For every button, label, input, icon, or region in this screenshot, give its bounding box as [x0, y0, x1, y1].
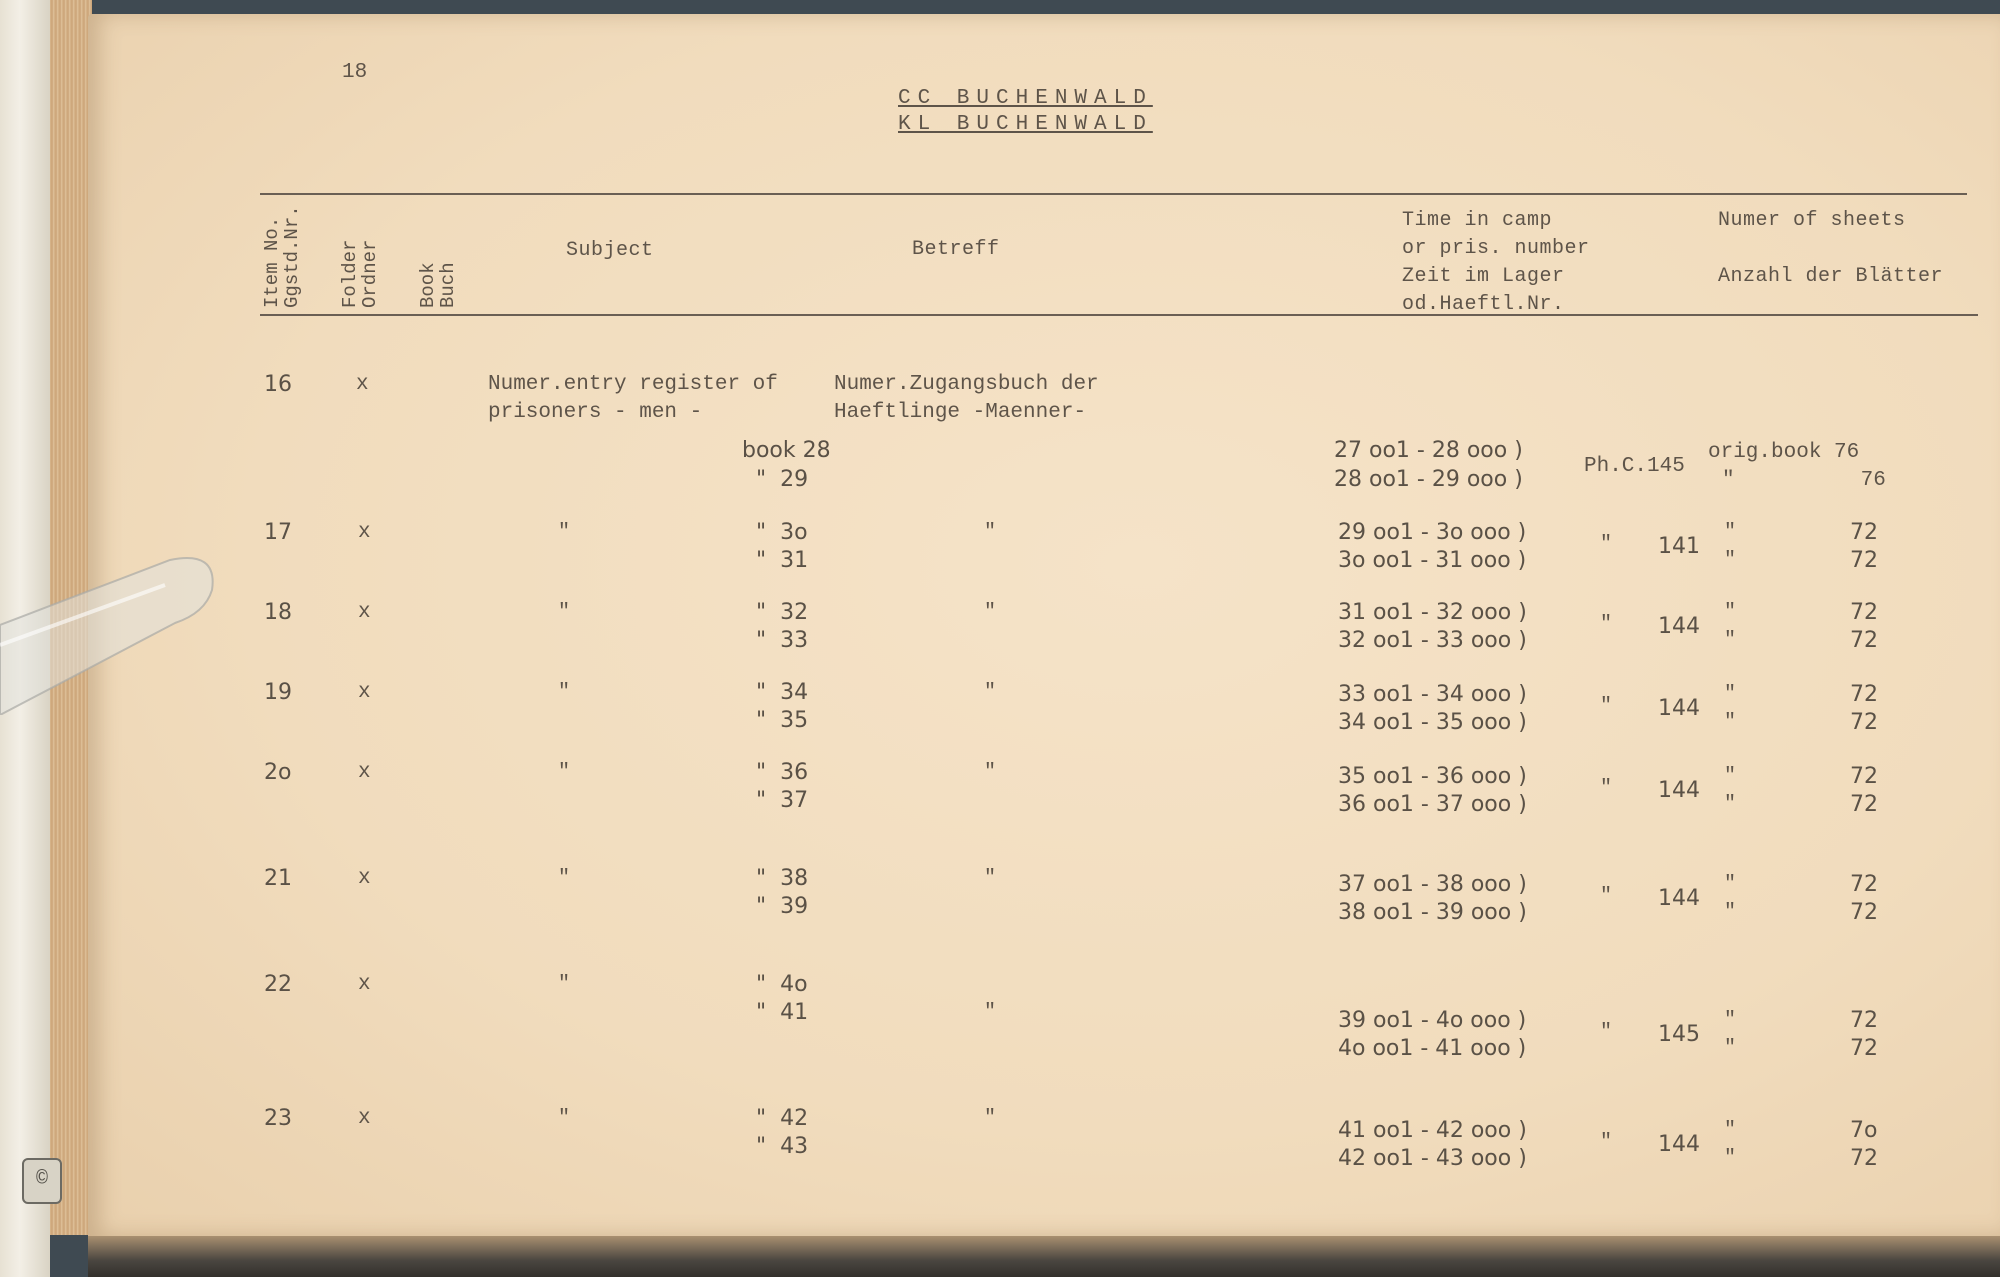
row-21-s2: 72 — [1850, 900, 1878, 925]
row-18-book1: " 32 — [756, 600, 809, 625]
row-19-n2: 34 oo1 - 35 ooo ) — [1338, 710, 1527, 735]
book-bottom-edge — [88, 1236, 2000, 1277]
row-19-pc: 144 — [1658, 696, 1700, 721]
row-2o-pc: 144 — [1658, 778, 1700, 803]
row-23-book2: " 43 — [756, 1134, 809, 1159]
row-2o-betr: " — [984, 761, 997, 784]
row-23-s1: 7o — [1850, 1118, 1878, 1143]
header-time-2: or pris. number — [1402, 237, 1590, 260]
row16-betreff-1: Numer.Zugangsbuch der — [834, 373, 1099, 396]
row-17-s2: 72 — [1850, 548, 1878, 573]
row-22-folder: x — [358, 973, 371, 996]
row-18-s_ditto2: " — [1724, 629, 1737, 652]
row-17-betr: " — [984, 521, 997, 544]
header-sheets-en: Numer of sheets — [1718, 209, 1906, 232]
row-17-s_ditto1: " — [1724, 521, 1737, 544]
row-22-n2: 4o oo1 - 41 ooo ) — [1338, 1036, 1527, 1061]
row16-photo: Ph.C.145 — [1584, 455, 1685, 478]
row-17-pc_ditto: " — [1600, 533, 1613, 556]
row-17-folder: x — [358, 521, 371, 544]
row-17-item: 17 — [264, 520, 292, 545]
header-item-no-de: Ggstd.Nr. — [281, 205, 303, 308]
header-item-no-en: Item No. — [261, 216, 283, 308]
header-betreff: Betreff — [912, 238, 1000, 261]
row-22-s_ditto1: " — [1724, 1009, 1737, 1032]
row-2o-subj: " — [558, 761, 571, 784]
row-22-s1: 72 — [1850, 1008, 1878, 1033]
row-2o-folder: x — [358, 761, 371, 784]
row-19-book1: " 34 — [756, 680, 809, 705]
row-23-n2: 42 oo1 - 43 ooo ) — [1338, 1146, 1527, 1171]
row-18-book2: " 33 — [756, 628, 809, 653]
row16-sheets-1: orig.book 76 — [1708, 441, 1860, 464]
row-2o-book2: " 37 — [756, 788, 809, 813]
row-18-s_ditto1: " — [1724, 601, 1737, 624]
row-17-book2: " 31 — [756, 548, 809, 573]
row-22-book2: " 41 — [756, 1000, 809, 1025]
row-23-s_ditto1: " — [1724, 1119, 1737, 1142]
row-23-subj: " — [558, 1107, 571, 1130]
row-22-pc: 145 — [1658, 1022, 1700, 1047]
row-23-n1: 41 oo1 - 42 ooo ) — [1338, 1118, 1527, 1143]
row-21-folder: x — [358, 867, 371, 890]
row-18-item: 18 — [264, 600, 292, 625]
header-folder — [340, 240, 380, 308]
row-19-betr: " — [984, 681, 997, 704]
row-21-s_ditto2: " — [1724, 901, 1737, 924]
header-top-rule — [260, 193, 1967, 195]
header-subject: Subject — [566, 239, 654, 262]
row-21-book1: " 38 — [756, 866, 809, 891]
row-17-s1: 72 — [1850, 520, 1878, 545]
row-22-s_ditto2: " — [1724, 1037, 1737, 1060]
row-21-s_ditto1: " — [1724, 873, 1737, 896]
row-21-betr: " — [984, 867, 997, 890]
row-19-s2: 72 — [1850, 710, 1878, 735]
header-folder-en: Folder — [339, 239, 361, 308]
row-18-pc: 144 — [1658, 614, 1700, 639]
row-2o-n1: 35 oo1 - 36 ooo ) — [1338, 764, 1527, 789]
row-21-subj: " — [558, 867, 571, 890]
row16-book-2: " 29 — [756, 467, 809, 492]
header-book — [418, 262, 458, 308]
row16-betreff-2: Haeftlinge -Maenner- — [834, 401, 1087, 424]
row16-folder: x — [356, 373, 369, 396]
page-number: 18 — [342, 61, 368, 84]
row-21-n1: 37 oo1 - 38 ooo ) — [1338, 872, 1527, 897]
row-21-n2: 38 oo1 - 39 ooo ) — [1338, 900, 1527, 925]
header-sheets-de: Anzahl der Blätter — [1718, 265, 1944, 288]
row16-number-2: 28 oo1 - 29 ooo ) — [1334, 467, 1523, 492]
row-23-s2: 72 — [1850, 1146, 1878, 1171]
header-item-no — [262, 205, 302, 308]
row-2o-s_ditto1: " — [1724, 765, 1737, 788]
transparent-page-clip-icon — [0, 555, 220, 715]
row-19-subj: " — [558, 681, 571, 704]
row-21-book2: " 39 — [756, 894, 809, 919]
header-time-1: Time in camp — [1402, 209, 1553, 232]
row16-book-1: book 28 — [742, 438, 831, 463]
row16-subject-2: prisoners - men - — [488, 401, 703, 424]
row-18-pc_ditto: " — [1600, 613, 1613, 636]
row-2o-book1: " 36 — [756, 760, 809, 785]
row-19-s_ditto1: " — [1724, 683, 1737, 706]
row-2o-pc_ditto: " — [1600, 777, 1613, 800]
row-18-folder: x — [358, 601, 371, 624]
row-22-item: 22 — [264, 972, 292, 997]
document-page — [88, 14, 2000, 1236]
row-17-book1: " 3o — [756, 520, 808, 545]
row-21-s1: 72 — [1850, 872, 1878, 897]
row-18-n2: 32 oo1 - 33 ooo ) — [1338, 628, 1527, 653]
row-17-n2: 3o oo1 - 31 ooo ) — [1338, 548, 1527, 573]
row-19-item: 19 — [264, 680, 292, 705]
row-2o-s_ditto2: " — [1724, 793, 1737, 816]
row-21-item: 21 — [264, 866, 292, 891]
row-18-n1: 31 oo1 - 32 ooo ) — [1338, 600, 1527, 625]
row16-number-1: 27 oo1 - 28 ooo ) — [1334, 438, 1523, 463]
row-18-s1: 72 — [1850, 600, 1878, 625]
row16-item: 16 — [264, 372, 292, 397]
row-19-n1: 33 oo1 - 34 ooo ) — [1338, 682, 1527, 707]
row-22-subj: " — [558, 973, 571, 996]
row-17-subj: " — [558, 521, 571, 544]
row16-subject-1: Numer.entry register of — [488, 373, 778, 396]
row-23-pc: 144 — [1658, 1132, 1700, 1157]
row-2o-item: 2o — [264, 760, 292, 785]
row-2o-s1: 72 — [1850, 764, 1878, 789]
row-18-s2: 72 — [1850, 628, 1878, 653]
row-17-s_ditto2: " — [1724, 549, 1737, 572]
archive-stamp-icon: © — [22, 1158, 62, 1204]
header-book-de: Buch — [437, 262, 459, 308]
row-17-pc: 141 — [1658, 534, 1700, 559]
row-22-book1: " 4o — [756, 972, 808, 997]
row-19-book2: " 35 — [756, 708, 809, 733]
row-22-n1: 39 oo1 - 4o ooo ) — [1338, 1008, 1527, 1033]
row-2o-n2: 36 oo1 - 37 ooo ) — [1338, 792, 1527, 817]
row16-sheets-2: " 76 — [1722, 469, 1886, 492]
row-19-folder: x — [358, 681, 371, 704]
row-23-betr: " — [984, 1107, 997, 1130]
header-time-4: od.Haeftl.Nr. — [1402, 293, 1565, 316]
row-22-betr: " — [984, 1001, 997, 1024]
row-21-pc: 144 — [1658, 886, 1700, 911]
row-17-n1: 29 oo1 - 3o ooo ) — [1338, 520, 1527, 545]
row-23-item: 23 — [264, 1106, 292, 1131]
row-22-s2: 72 — [1850, 1036, 1878, 1061]
header-book-en: Book — [417, 262, 439, 308]
row-2o-s2: 72 — [1850, 792, 1878, 817]
row-18-subj: " — [558, 601, 571, 624]
row-19-pc_ditto: " — [1600, 695, 1613, 718]
row-18-betr: " — [984, 601, 997, 624]
header-folder-de: Ordner — [359, 239, 381, 308]
title-line-2: KL BUCHENWALD — [898, 113, 1153, 136]
row-22-pc_ditto: " — [1600, 1021, 1613, 1044]
header-time-3: Zeit im Lager — [1402, 265, 1565, 288]
row-23-s_ditto2: " — [1724, 1147, 1737, 1170]
row-19-s1: 72 — [1850, 682, 1878, 707]
header-bottom-rule — [260, 314, 1978, 316]
row-23-book1: " 42 — [756, 1106, 809, 1131]
row-21-pc_ditto: " — [1600, 885, 1613, 908]
row-23-folder: x — [358, 1107, 371, 1130]
title-line-1: CC BUCHENWALD — [898, 87, 1153, 110]
row-23-pc_ditto: " — [1600, 1131, 1613, 1154]
row-19-s_ditto2: " — [1724, 711, 1737, 734]
